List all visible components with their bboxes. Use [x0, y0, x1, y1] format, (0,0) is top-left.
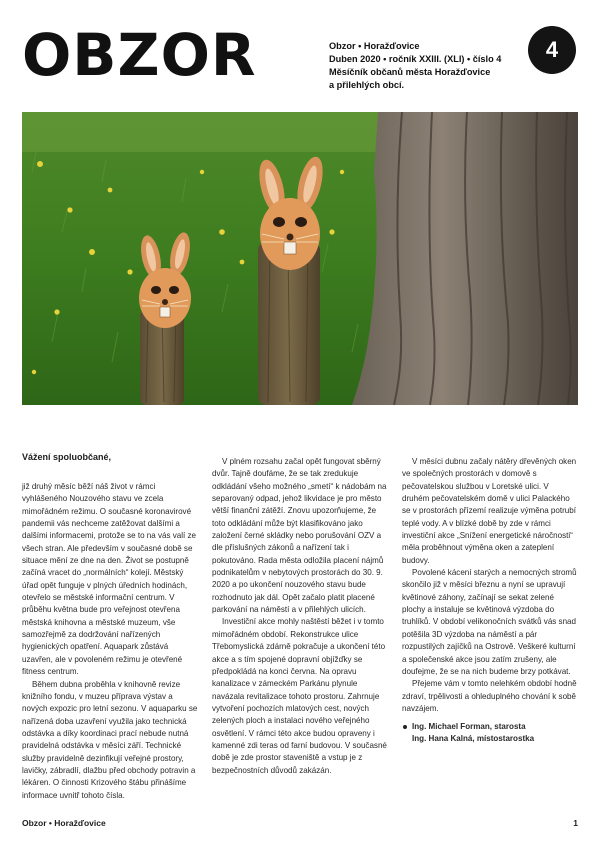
cover-photo	[22, 112, 578, 405]
paragraph: již druhý měsíc běží náš život v rámci vyhlášeného Nouzového stavu ve zcela mimořádném režimu. O současné koronavirové pandemii vás nechceme zatěžovat dalšími a dalšími informacemi, protože se to na vás valí ze všech stran. Ale především v současné době se situace mění ze dne na den. Život se postupně začíná vracet do „normálních“ kolejí. Městský úřad opět funguje v plných úředních hodinách, otevřelo se městské informační centrum. V průběhu května bude pro veřejnost otevřena městská knihovna a městské muzeum, vše samozřejmě za dodržování nařízených hygienických opatření. Aquapark zůstává uzavřen, ale v povoleném režimu je otevřené fitness centrum.	[22, 482, 196, 677]
issue-info-line-2: Duben 2020 • ročník XXIII. (XLI) • číslo 4	[329, 54, 502, 64]
issue-number-badge: 4	[528, 26, 576, 74]
masthead	[22, 18, 582, 98]
paragraph: V měsíci dubnu začaly nátěry dřevěných oken ve společných prostorách v domově s pečovatelskou službou v Loretské ulici. V druhém pečovatelském domě v ulici Palackého se v prostorách přízemí realizuje výměna potrubí teplé vody. A v blízké době by zde v rámci investiční akce „Snížení energetické náročnosti“ měla proběhnout výměna oken a zateplení budovy.	[402, 457, 577, 565]
page-footer	[22, 818, 578, 832]
article-salutation: Vážení spoluobčané,	[22, 452, 112, 462]
magazine-logo: OBZOR	[22, 21, 257, 89]
issue-info-line-4: a přilehlých obcí.	[329, 80, 405, 90]
issue-info-line-1: Obzor • Horažďovice	[329, 41, 420, 51]
article-column-2	[212, 456, 388, 777]
article-column-1	[22, 481, 198, 802]
signatures	[402, 721, 578, 745]
issue-info	[329, 40, 501, 92]
cover-photo-illustration	[22, 112, 578, 405]
page-number: 1	[573, 818, 578, 828]
article-column-3	[402, 456, 578, 745]
bullet-icon	[403, 725, 407, 729]
paragraph: Povolené kácení starých a nemocných stromů skončilo již v měsíci březnu a nyní se upravují květinové záhony, začínají se sekat zelené plochy a instaluje se květinová výzdoba do truhlíků. V období velikonočních svátků vás snad potěšila 3D výzdoba na náměstí a pár rozpustilých zajíčků na Ostrově. Veškeré kulturní a společenské akce jsou zatím zrušeny, ale doufejme, že se na nich budeme brzy potkávat.	[402, 568, 577, 676]
paragraph: V plném rozsahu začal opět fungovat sběrný dvůr. Tajně doufáme, že se tak zredukuje odkládání všeho možného „smetí“ k nádobám na separovaný odpad, jehož likvidace je pro město větší finanční zátěží. Znovu upozorňujeme, že toto odkládání může být klasifikováno jako založení černé skládky nebo porušování OZV a dle příslušných zákonů a nařízení tak i pokutováno. Rada města odložila placení nájmů podnikatelům v nebytových prostorách do 30. 9. 2020 a po ukončení nouzového stavu bude rozhodnuto jak dál. Opět začalo platit placené parkování na náměstí a v přilehlých ulicích.	[212, 457, 387, 615]
issue-info-line-3: Měsíčník občanů města Horažďovice	[329, 67, 491, 77]
footer-publication: Obzor • Horažďovice	[22, 818, 106, 828]
paragraph: Během dubna proběhla v knihovně revize knižního fondu, v muzeu příprava výstav a nových expozic pro letní sezonu. V aquaparku se nařízená doba uzavření využila jako technická odstávka a díky koordinaci prací nebude nutná pravidelná odstávka v měsíci září. Technické služby pravidelně dezinfikují veřejné prostory, lavičky, zábradlí, dlažbu před obchody potravin a lékáren. O činnosti Krizového štábu přinášíme informace uvnitř tohoto čísla.	[22, 679, 198, 800]
signature-mayor-text: Ing. Michael Forman, starosta	[412, 722, 526, 732]
signature-deputy: Ing. Hana Kalná, místostarostka	[412, 734, 535, 744]
paragraph: Investiční akce mohly naštěstí běžet i v tomto mimořádném období. Rekonstrukce ulice Třebomyslická zdárně pokračuje a ukončení této akce a s tím spojené dopravní objížďky se předpokládá na konci června. Na opravu kanalizace v zámeckém Parkánu plynule navázala revitalizace tohoto prostoru. Zahrnuje vytvoření pochozích mlatových cest, nových zelených ploch a instalaci nového veřejného osvětlení. V rámci této akce budou opraveny i kamenné zdi teras od farní budovou. V současné době je zde prostor staveniště a vstup je z bezpečnostních důvodů zakázán.	[212, 617, 387, 775]
paragraph: Přejeme vám v tomto nelehkém období hodně zdraví, trpělivosti a ohleduplného chování k sobě navzájem.	[402, 679, 577, 713]
signature-mayor	[402, 721, 578, 733]
